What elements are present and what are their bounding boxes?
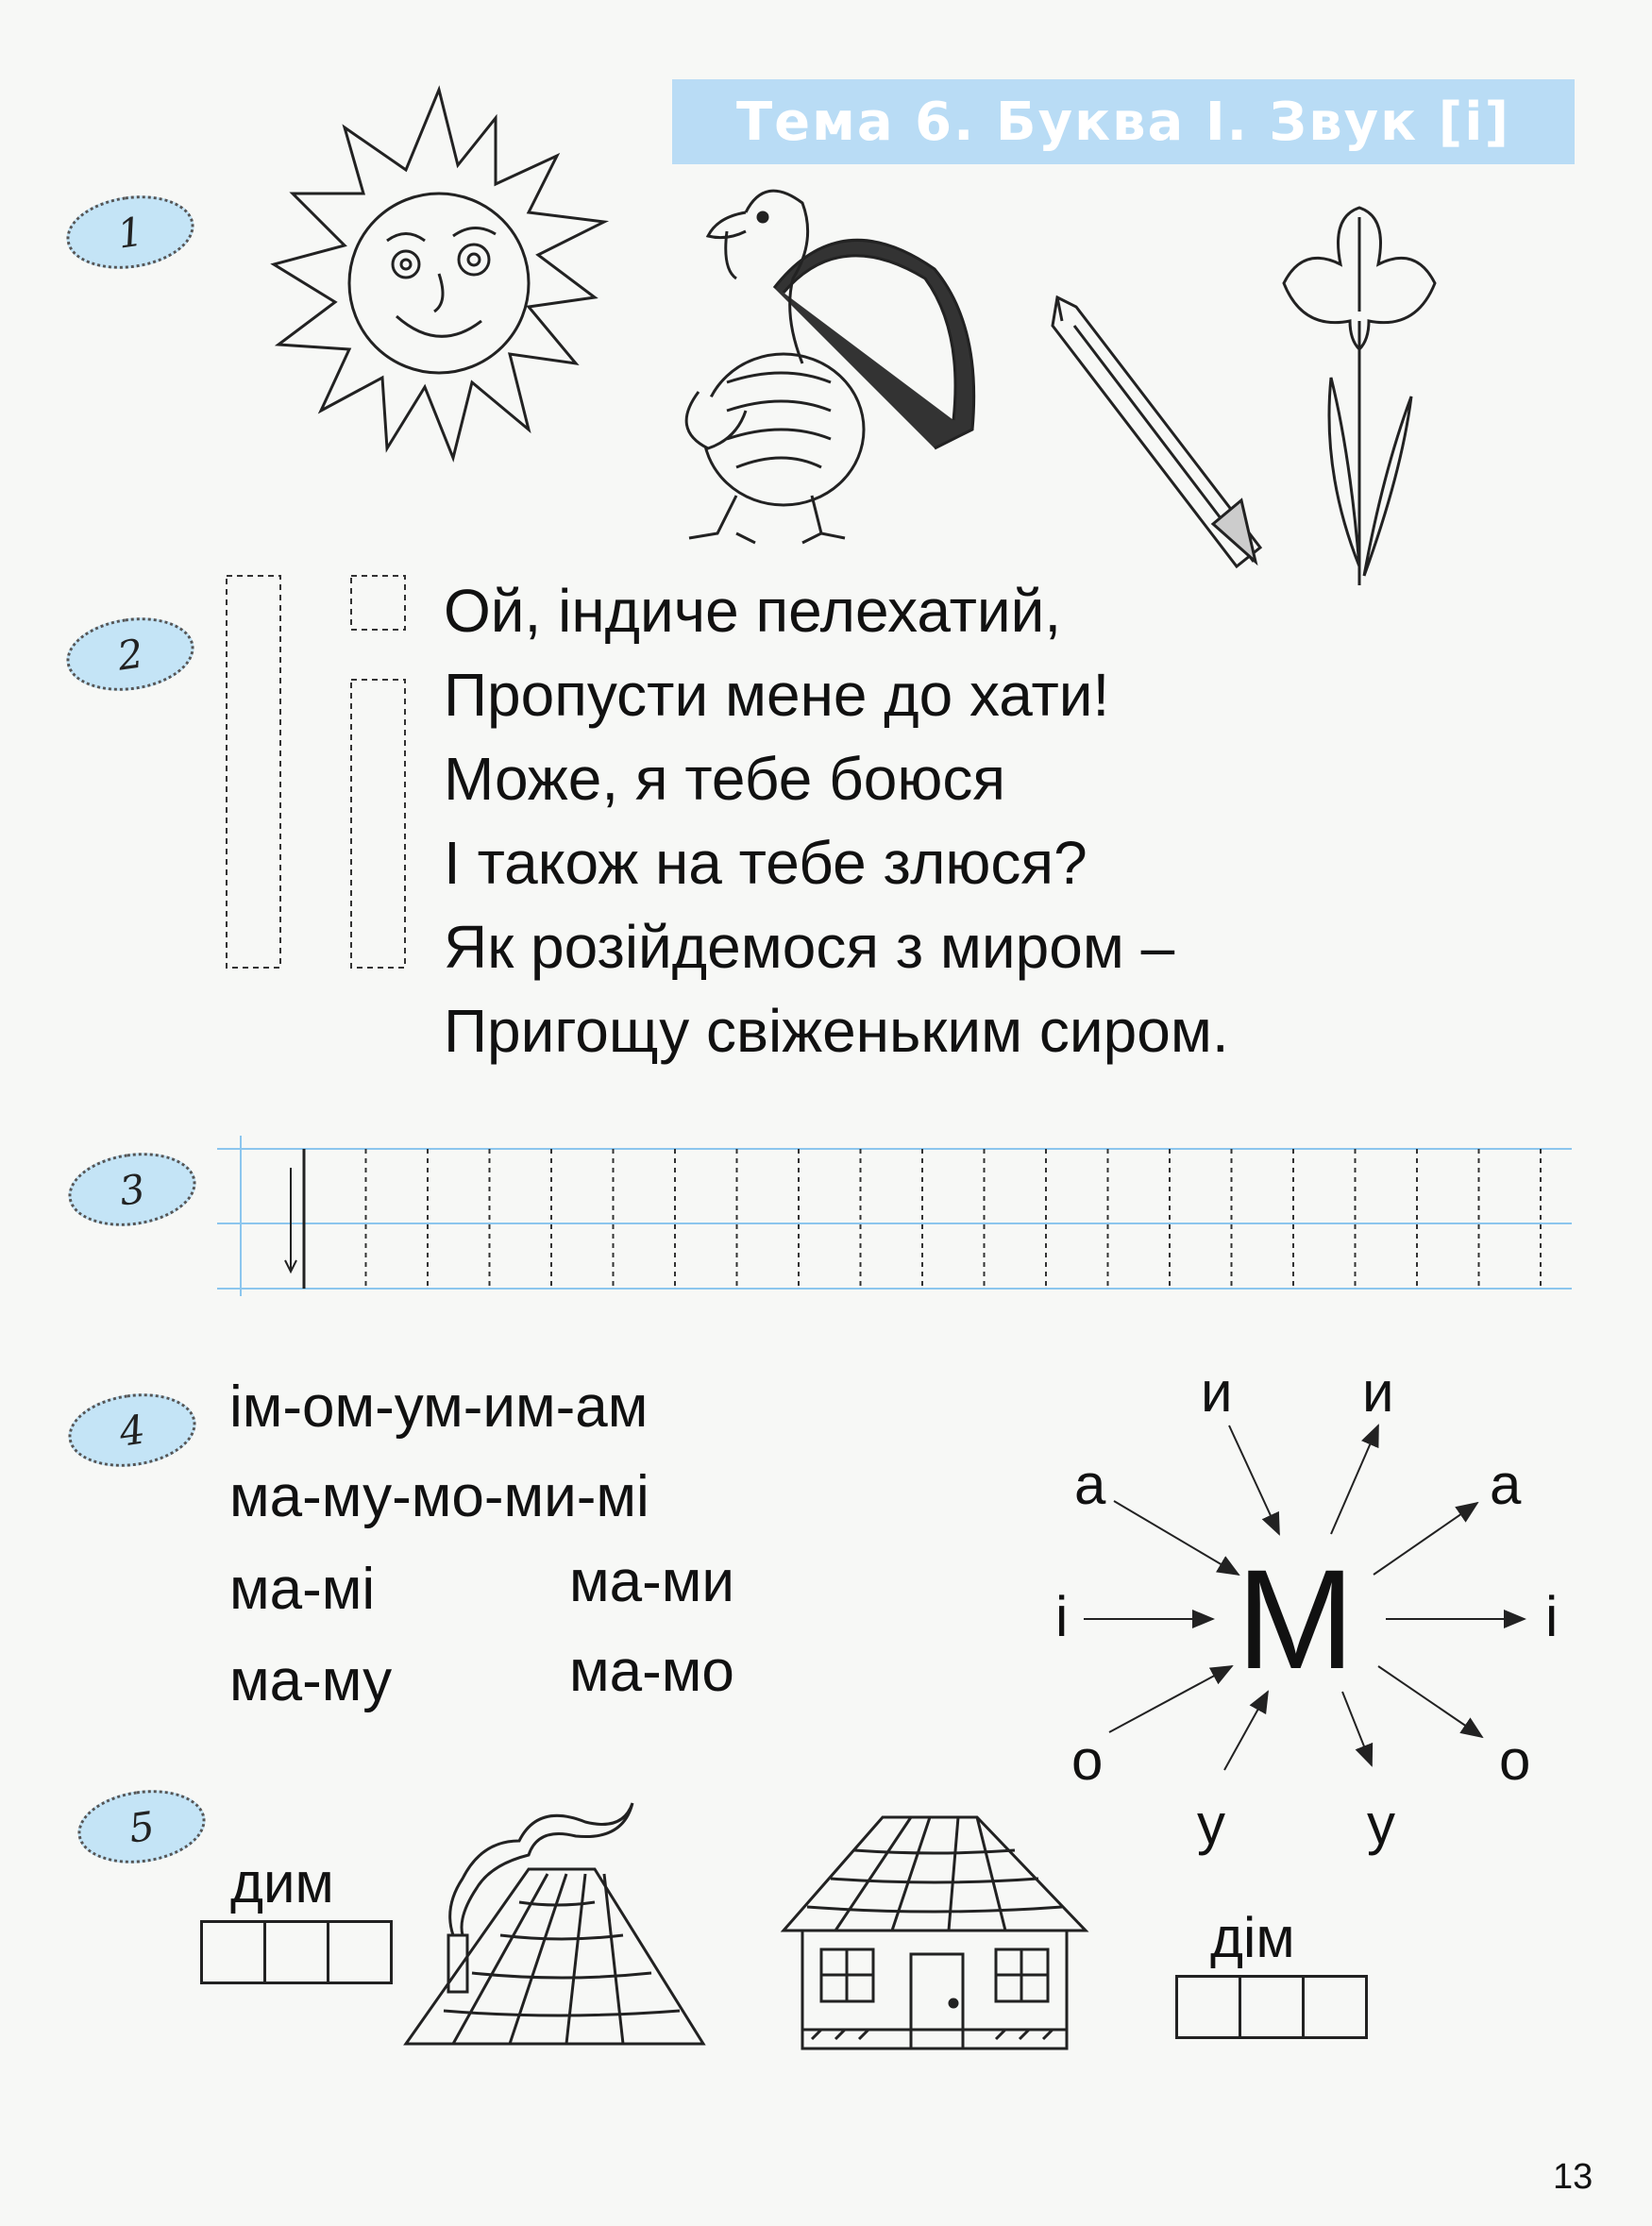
word-dim: дім [1210, 1906, 1295, 1969]
star-letter: а [1490, 1453, 1522, 1516]
exercise-badge-4: 4 [63, 1386, 200, 1475]
sound-box[interactable] [1305, 1978, 1365, 2036]
star-letter: у [1367, 1793, 1395, 1856]
page-number: 13 [1553, 2157, 1593, 2197]
turkey-illustration [670, 175, 1001, 557]
poem-line: І також на тебе злюся? [444, 829, 1087, 897]
exercise-badge-1: 1 [61, 188, 198, 277]
poem-line: Пропусти мене до хати! [444, 661, 1110, 729]
syllable-row: ім-ом-ум-им-ам [229, 1374, 649, 1440]
word-dym: дим [230, 1851, 334, 1914]
sun-illustration [255, 80, 623, 477]
sound-box[interactable] [329, 1923, 390, 1981]
star-letter: о [1499, 1729, 1531, 1792]
syllable-pair-right: ма-ми [569, 1549, 735, 1614]
poem-line: Як розійдемося з миром – [444, 913, 1175, 981]
letter-i-tracing-outline [217, 571, 415, 972]
poem [444, 569, 1229, 1073]
sound-box[interactable] [1178, 1978, 1241, 2036]
iris-illustration [1274, 189, 1444, 595]
syllable-pair-right: ма-мо [569, 1639, 734, 1704]
topic-header [672, 79, 1575, 164]
poem-line: Може, я тебе боюся [444, 745, 1005, 813]
sound-box[interactable] [203, 1923, 266, 1981]
exercise-badge-3: 3 [63, 1145, 200, 1234]
sound-boxes-right[interactable] [1175, 1975, 1368, 2039]
sound-box[interactable] [1241, 1978, 1305, 2036]
star-center-letter: М [1237, 1540, 1355, 1698]
exercise-badge-5: 5 [73, 1782, 210, 1871]
star-letter: у [1197, 1793, 1225, 1856]
star-letter: и [1362, 1360, 1394, 1424]
exercise-badge-2: 2 [61, 610, 198, 699]
star-letter: а [1074, 1453, 1106, 1516]
sound-boxes-left[interactable] [200, 1920, 393, 1984]
handwriting-grid [217, 1128, 1576, 1298]
syllable-row: ма-му-мо-ми-мі [229, 1464, 649, 1529]
pencil-illustration [1048, 293, 1274, 576]
star-letter: о [1071, 1729, 1104, 1792]
sound-box[interactable] [266, 1923, 329, 1981]
syllable-pair-left: ма-мі [229, 1557, 376, 1622]
smoke-roof-illustration [396, 1794, 708, 2049]
house-illustration [779, 1803, 1090, 2053]
poem-line: Ой, індиче пелехатий, [444, 577, 1062, 645]
star-letter: и [1201, 1360, 1233, 1424]
poem-line: Пригощу свіженьким сиром. [444, 997, 1229, 1065]
star-letter: і [1055, 1585, 1069, 1648]
star-letter: і [1545, 1585, 1559, 1648]
syllable-pair-left: ма-му [229, 1648, 393, 1713]
topic-title: Тема 6. Буква І. Звук [і] [735, 91, 1511, 153]
